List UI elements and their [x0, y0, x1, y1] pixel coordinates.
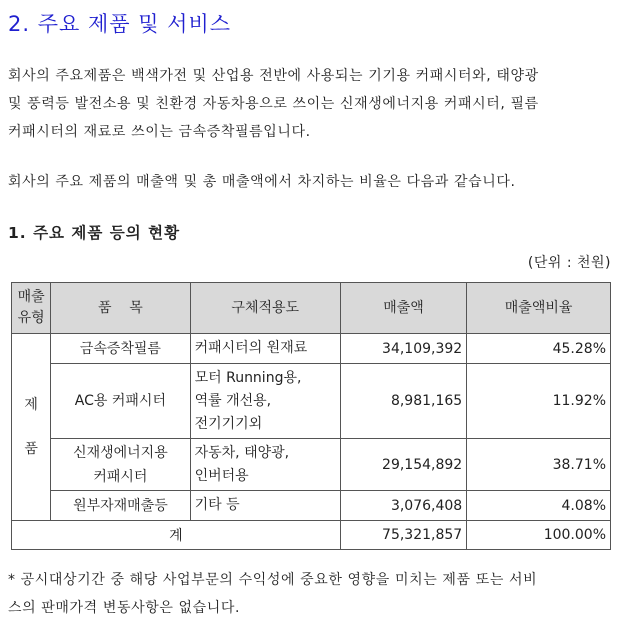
table-row	[12, 364, 611, 439]
use-label: 자동차, 태양광,	[194, 444, 290, 461]
header-item: 품 목	[51, 283, 190, 334]
header-sales-type	[12, 283, 51, 334]
intro-line: 커패시터의 재료로 쓰이는 금속증착필름입니다.	[8, 124, 311, 140]
sales-cell: 29,154,892	[340, 439, 466, 491]
item-label: 금속증착필름	[79, 340, 161, 357]
use-cell	[190, 334, 340, 364]
intro-line: 및 풍력등 발전소용 및 친환경 자동차용으로 쓰이는 신재생에너지용 커패시터, 필름	[8, 96, 539, 112]
sales-cell: 8,981,165	[340, 364, 466, 439]
use-cell	[190, 439, 340, 491]
ratio-cell: 38.71%	[467, 439, 611, 491]
item-cell	[51, 364, 190, 439]
header-sales-type-line: 유형	[17, 310, 45, 326]
table-header-row	[12, 283, 611, 334]
use-label: 커패시터의 원재료	[194, 340, 308, 356]
item-cell	[51, 491, 190, 521]
use-cell	[190, 491, 340, 521]
use-label: 모터 Running용,	[194, 369, 302, 386]
total-label: 계	[12, 521, 341, 550]
footnote-line: * 공시대상기간 중 해당 사업부문의 수익성에 중요한 영향을 미치는 제품 또는 서비	[8, 572, 538, 588]
footnote	[8, 566, 537, 622]
use-cell	[190, 364, 340, 439]
item-cell	[51, 439, 190, 491]
use-label: 역률 개선용,	[194, 392, 272, 409]
header-use: 구체적용도	[190, 283, 340, 334]
subsection-title: 1. 주요 제품 등의 현황	[8, 224, 181, 242]
sales-cell: 3,076,408	[340, 491, 466, 521]
table-row	[12, 439, 611, 491]
sales-type-label: 제	[24, 397, 38, 413]
ratio-cell: 45.28%	[467, 334, 611, 364]
item-label: AC용 커패시터	[74, 393, 166, 409]
use-label: 전기기기외	[194, 415, 263, 432]
intro-line: 회사의 주요제품은 백색가전 및 산업용 전반에 사용되는 기기용 커패시터와, 태양광	[8, 68, 539, 84]
item-label: 신재생에너지용	[73, 444, 168, 461]
table-total-row	[12, 521, 611, 550]
total-sales-cell: 75,321,857	[340, 521, 466, 550]
footnote-line: 스의 판매가격 변동사항은 없습니다.	[8, 600, 241, 616]
unit-note: (단위 : 천원)	[527, 255, 611, 271]
sales-type-label: 품	[24, 441, 38, 457]
use-label: 기타 등	[194, 497, 240, 513]
ratio-cell: 4.08%	[467, 491, 611, 521]
use-label: 인버터용	[194, 467, 249, 484]
products-table	[11, 282, 611, 550]
ratio-cell: 11.92%	[467, 364, 611, 439]
sales-cell: 34,109,392	[340, 334, 466, 364]
table-row	[12, 491, 611, 521]
section-title: 2. 주요 제품 및 서비스	[8, 12, 232, 36]
item-label: 커패시터	[93, 468, 148, 485]
total-ratio-cell: 100.00%	[467, 521, 611, 550]
sales-type-cell	[12, 334, 51, 521]
item-label: 원부자재매출등	[73, 497, 168, 514]
header-ratio: 매출액비율	[467, 283, 611, 334]
ratio-paragraph: 회사의 주요 제품의 매출액 및 총 매출액에서 차지하는 비율은 다음과 같습니다.	[8, 174, 516, 190]
intro-paragraph	[8, 62, 539, 146]
table-row	[12, 334, 611, 364]
header-sales-type-line: 매출	[17, 289, 45, 305]
header-sales: 매출액	[340, 283, 466, 334]
item-cell	[51, 334, 190, 364]
